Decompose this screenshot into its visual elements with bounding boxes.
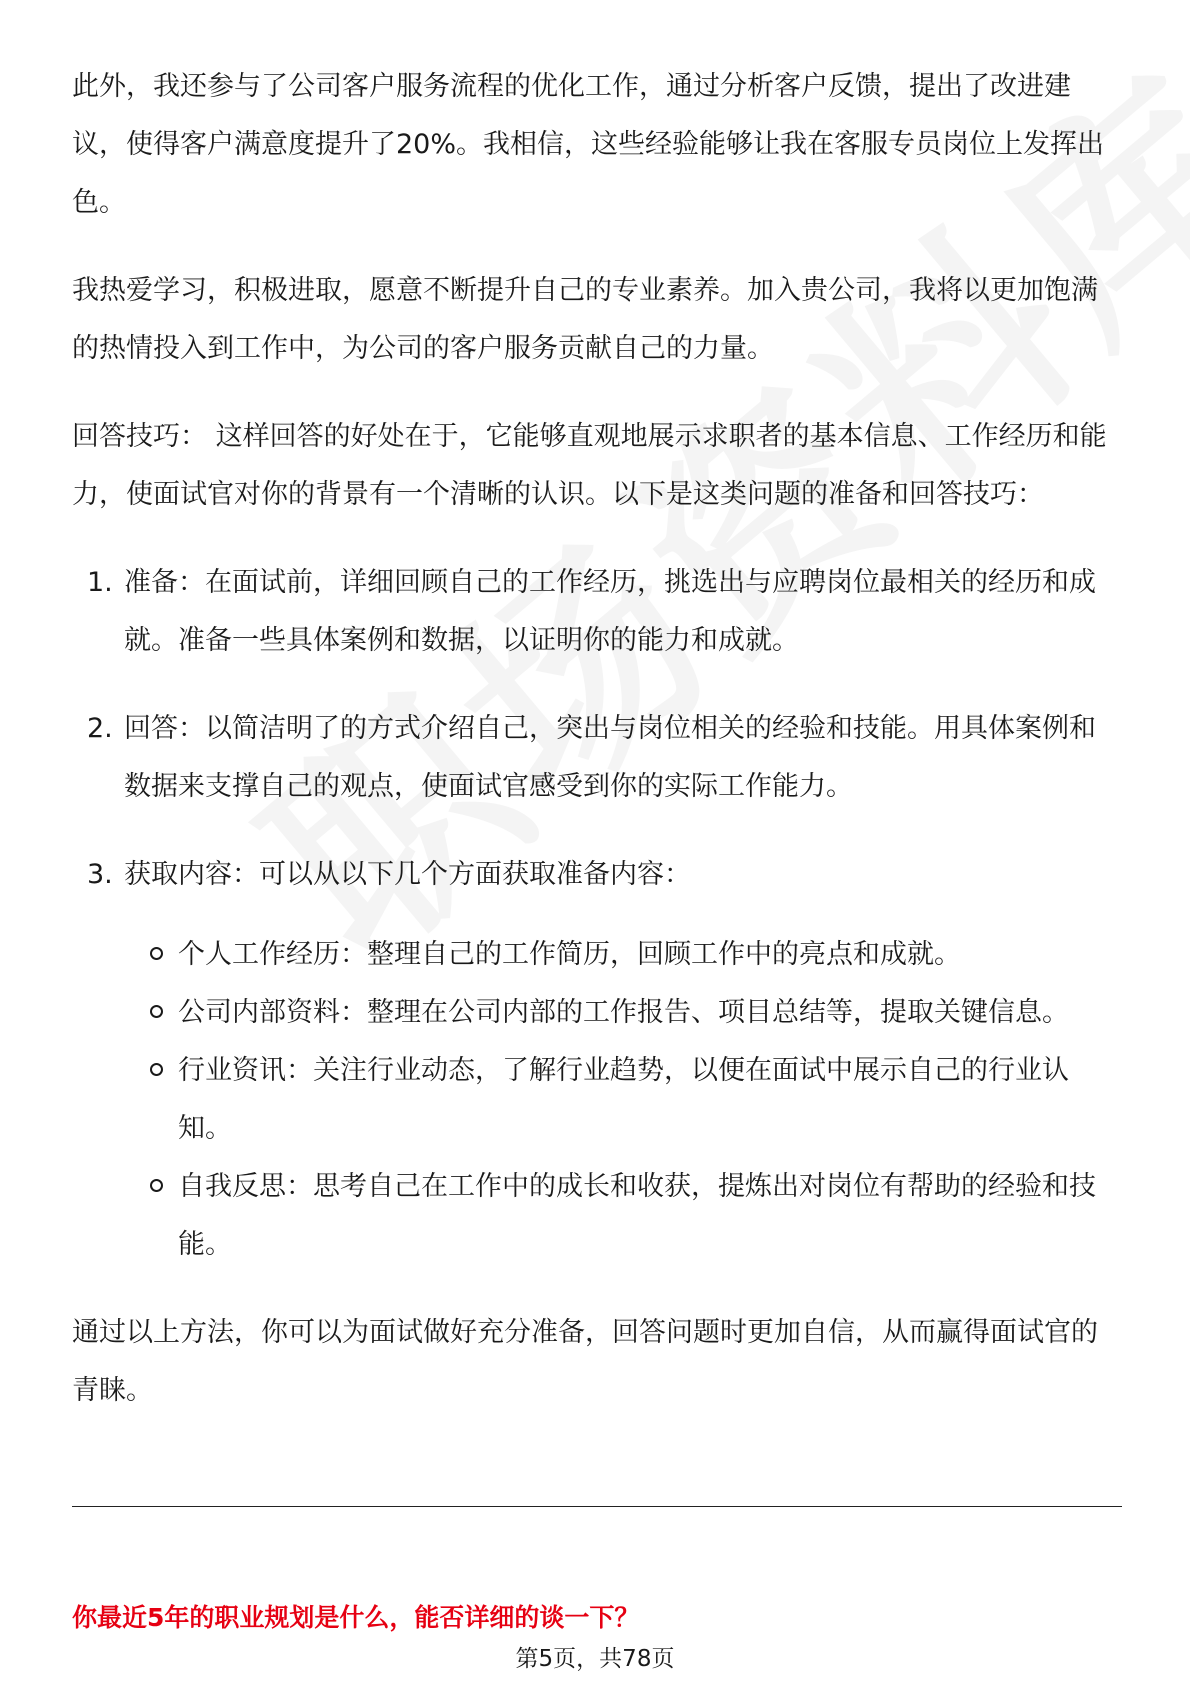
list-item — [72, 1042, 1122, 1158]
hollow-circle-bullet-icon — [150, 947, 163, 960]
list-item — [72, 984, 1122, 1042]
step-item — [72, 554, 1122, 670]
page-number: 第5页，共78页 — [515, 1646, 675, 1672]
step-text: 获取内容：可以从以下几个方面获取准备内容： — [124, 859, 691, 890]
step-number: 1. — [87, 567, 113, 598]
paragraph-motivation: 我热爱学习，积极进取，愿意不断提升自己的专业素养。加入贵公司，我将以更加饱满的热情投入到工作中，为公司的客户服务贡献自己的力量。 — [72, 275, 1098, 364]
paragraph-tips-intro: 回答技巧： 这样回答的好处在于，它能够直观地展示求职者的基本信息、工作经历和能力，使面试官对你的背景有一个清晰的认识。以下是这类问题的准备和回答技巧： — [72, 421, 1107, 510]
list-item-text: 个人工作经历：整理自己的工作简历，回顾工作中的亮点和成就。 — [178, 939, 961, 970]
paragraph-closing: 通过以上方法，你可以为面试做好充分准备，回答问题时更加自信，从而赢得面试官的青睐。 — [72, 1317, 1098, 1406]
paragraph-experience: 此外，我还参与了公司客户服务流程的优化工作，通过分析客户反馈，提出了改进建议，使得客户满意度提升了20%。我相信，这些经验能够让我在客服专员岗位上发挥出色。 — [72, 71, 1105, 218]
page-content — [72, 58, 1122, 1450]
step-text: 准备：在面试前，详细回顾自己的工作经历，挑选出与应聘岗位最相关的经历和成就。准备一些具体案例和数据，以证明你的能力和成就。 — [124, 567, 1096, 656]
list-item — [72, 926, 1122, 984]
content-sources-list — [72, 926, 1122, 1274]
step-number: 3. — [87, 859, 113, 890]
step-item — [72, 846, 1122, 904]
steps-list — [72, 554, 1122, 904]
list-item — [72, 1158, 1122, 1274]
next-question-heading: 你最近5年的职业规划是什么，能否详细的谈一下？ — [72, 1603, 640, 1632]
hollow-circle-bullet-icon — [150, 1179, 163, 1192]
list-item-text: 行业资讯：关注行业动态，了解行业趋势，以便在面试中展示自己的行业认知。 — [178, 1055, 1069, 1144]
step-number: 2. — [87, 713, 113, 744]
hollow-circle-bullet-icon — [150, 1063, 163, 1076]
step-text: 回答：以简洁明了的方式介绍自己，突出与岗位相关的经验和技能。用具体案例和数据来支撑自己的观点，使面试官感受到你的实际工作能力。 — [124, 713, 1096, 802]
hollow-circle-bullet-icon — [150, 1005, 163, 1018]
list-item-text: 公司内部资料：整理在公司内部的工作报告、项目总结等，提取关键信息。 — [178, 997, 1069, 1028]
section-divider — [72, 1506, 1122, 1507]
step-item — [72, 700, 1122, 816]
list-item-text: 自我反思：思考自己在工作中的成长和收获，提炼出对岗位有帮助的经验和技能。 — [178, 1171, 1096, 1260]
